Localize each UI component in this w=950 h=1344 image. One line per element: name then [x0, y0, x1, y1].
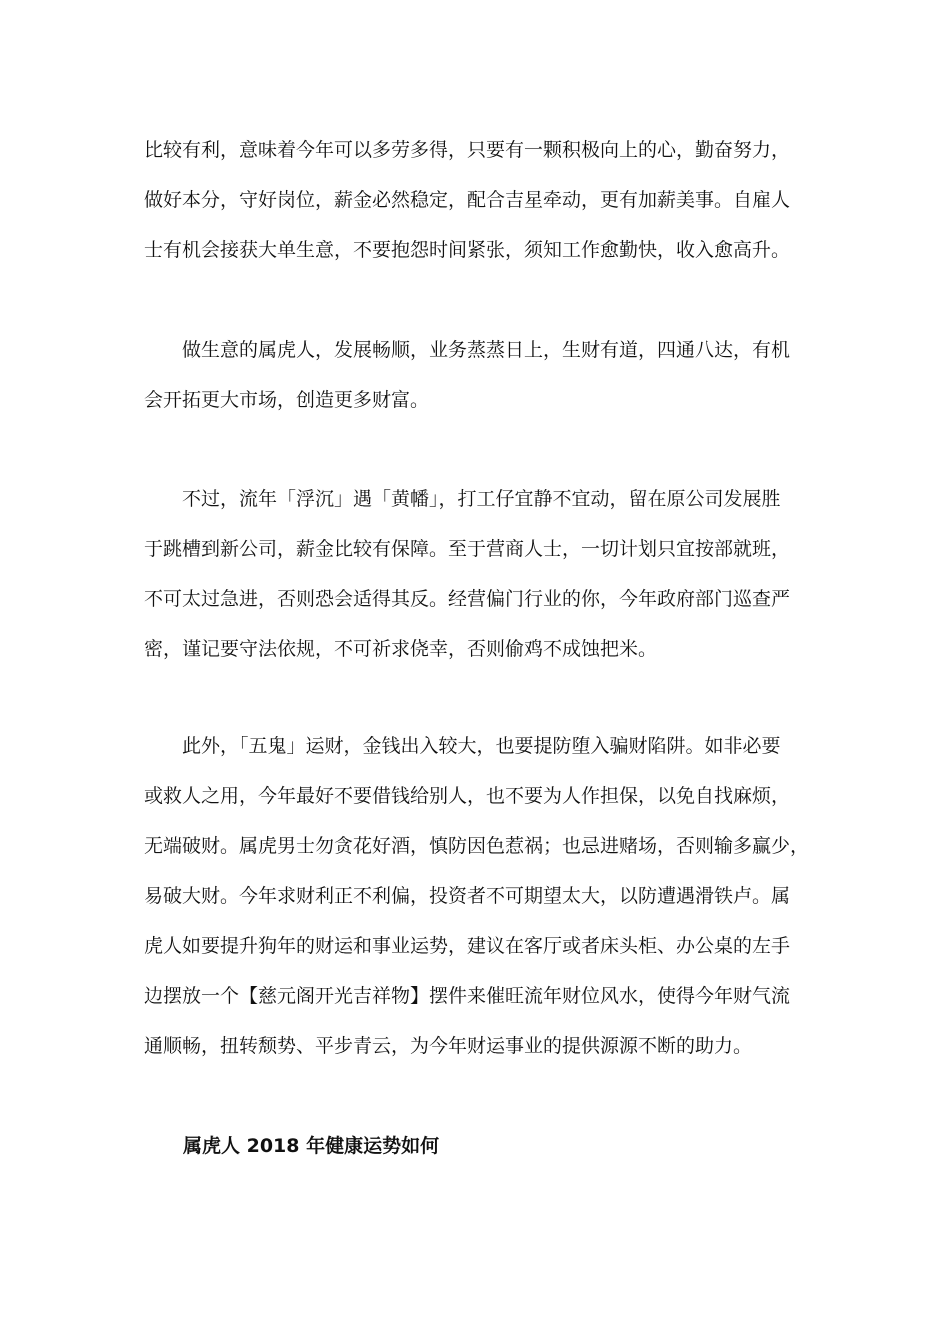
text-line: 做生意的属虎人，发展畅顺，业务蒸蒸日上，生财有道，四通八达，有机: [144, 339, 791, 361]
text-line: 或救人之用，今年最好不要借钱给别人，也不要为人作担保，以免自找麻烦，: [144, 785, 791, 807]
text-line: 士有机会接获大单生意，不要抱怨时间紧张，须知工作愈勤快，收入愈高升。: [144, 239, 791, 261]
text-line: 不过，流年「浮沉」遇「黄幡」，打工仔宜静不宜动，留在原公司发展胜: [144, 488, 781, 510]
text-line: 会开拓更大市场，创造更多财富。: [144, 389, 430, 411]
paragraph-1: [144, 125, 824, 275]
text-line: 于跳槽到新公司，薪金比较有保障。至于营商人士，一切计划只宜按部就班，: [144, 538, 791, 560]
text-line: 密，谨记要守法依规，不可祈求侥幸，否则偷鸡不成蚀把米。: [144, 638, 658, 660]
paragraph-4: [144, 721, 824, 1071]
text-line: 边摆放一个【慈元阁开光吉祥物】摆件来催旺流年财位风水，使得今年财气流: [144, 985, 791, 1007]
text-line: 比较有利，意味着今年可以多劳多得，只要有一颗积极向上的心，勤奋努力，: [144, 139, 791, 161]
paragraph-3: [144, 474, 824, 674]
text-line: 做好本分，守好岗位，薪金必然稳定，配合吉星牵动，更有加薪美事。自雇人: [144, 189, 791, 211]
section-heading: 属虎人 2018 年健康运势如何: [183, 1135, 440, 1157]
text-line: 此外，「五鬼」运财，金钱出入较大，也要提防堕入骗财陷阱。如非必要: [144, 735, 781, 757]
text-line: 无端破财。属虎男士勿贪花好酒，慎防因色惹祸；也忌进赌场，否则输多赢少，: [144, 835, 810, 857]
text-line: 虎人如要提升狗年的财运和事业运势，建议在客厅或者床头柜、办公桌的左手: [144, 935, 791, 957]
text-line: 易破大财。今年求财利正不利偏，投资者不可期望太大，以防遭遇滑铁卢。属: [144, 885, 791, 907]
text-line: 通顺畅，扭转颓势、平步青云，为今年财运事业的提供源源不断的助力。: [144, 1035, 753, 1057]
text-line: 不可太过急进，否则恐会适得其反。经营偏门行业的你，今年政府部门巡查严: [144, 588, 791, 610]
paragraph-2: [144, 325, 824, 425]
